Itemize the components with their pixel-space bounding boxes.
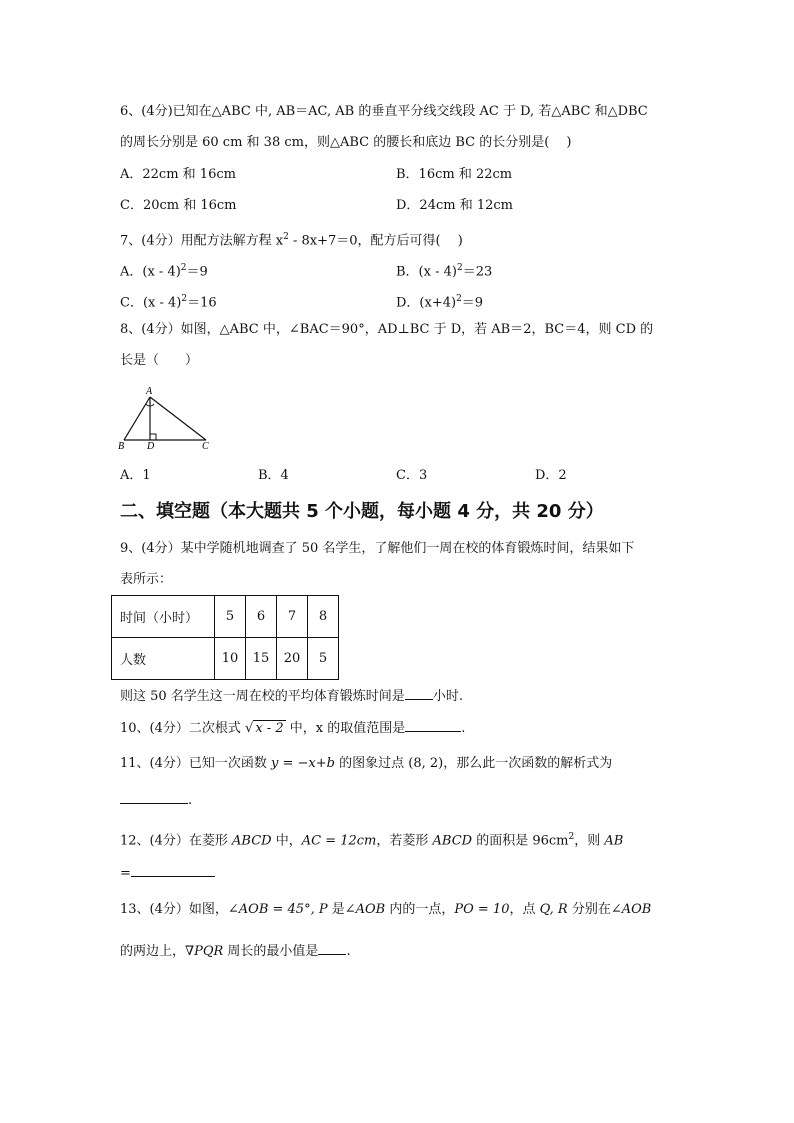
q13-line2-post: .	[346, 944, 351, 959]
q6-option-b: B．16cm 和 22cm	[396, 167, 513, 182]
q12-stem	[120, 828, 623, 850]
q13-triangle: ∇PQR	[185, 944, 224, 959]
side-ac	[150, 397, 206, 440]
q10-mid: 中，x 的取值范围是	[285, 721, 406, 736]
q13-answer-blank[interactable]	[318, 942, 346, 955]
q10-radicand: x - 2	[255, 721, 284, 736]
q8-option-b: B．4	[258, 468, 289, 483]
label-d: D	[147, 441, 155, 450]
q13-mid3: ，点	[509, 902, 540, 917]
q7-option-d-post: ＝9	[461, 295, 484, 311]
q7-option-a-pre: A．(x - 4)	[120, 264, 181, 280]
q8-stem-line1: 8、(4分）如图，△ABC 中，∠BAC＝90°，AD⊥BC 于 D，若 AB＝2，BC＝4，则 CD 的	[120, 322, 654, 337]
q7-option-c-post: ＝16	[187, 295, 217, 311]
q13-po: PO = 10	[454, 902, 510, 917]
q7-option-b-sup: 2	[456, 263, 463, 273]
right-angle-mark-d	[150, 434, 156, 440]
q8-stem-line2: 长是（ ）	[120, 353, 199, 368]
table-cell: 20	[277, 638, 308, 680]
table-row	[112, 638, 339, 680]
q9-answer-line	[120, 687, 463, 706]
q13-angle3: ∠AOB	[610, 902, 652, 917]
q12-mid4: ，则	[574, 833, 605, 849]
q13-mid2: 内的一点，	[385, 902, 455, 917]
q7-option-c-sup: 2	[181, 294, 188, 304]
q10-stem	[120, 719, 465, 738]
table-cell: 8	[308, 596, 339, 638]
q11-answer-line	[120, 791, 192, 810]
table-cell: 7	[277, 596, 308, 638]
q13-mid1: 是	[327, 902, 345, 917]
table-cell: 5	[215, 596, 246, 638]
q13-line2-pre: 的两边上，	[120, 944, 186, 959]
section-heading-fill-in: 二、填空题（本大题共 5 个小题，每小题 4 分，共 20 分）	[120, 501, 604, 522]
table-header-cell: 人数	[112, 638, 215, 680]
q7-option-a-post: ＝9	[186, 264, 208, 280]
side-ab	[124, 397, 150, 440]
q13-angle2: ∠AOB	[344, 902, 386, 917]
q11-function: y = −x+b	[271, 756, 335, 771]
q11-post: ，那么此一次函数的解析式为	[443, 756, 613, 771]
q9-answer-pre: 则这 50 名学生这一周在校的平均体育锻炼时间是	[120, 689, 405, 704]
q13-stem-line1	[120, 901, 651, 919]
q12-name2: ABCD	[432, 833, 473, 849]
q12-pre: 12、(4分）在菱形	[120, 833, 233, 849]
q7-stem-prefix: 7、(4分）用配方法解方程 x	[120, 233, 284, 249]
q11-end: .	[188, 793, 193, 808]
sqrt-symbol: √	[245, 721, 254, 736]
table-header-cell: 时间（小时）	[112, 596, 215, 638]
q9-answer-post: 小时.	[432, 689, 463, 704]
q8-option-c: C．3	[396, 468, 428, 483]
q10-post: .	[461, 721, 466, 736]
q10-pre: 10、(4分）二次根式	[120, 721, 246, 736]
q6-option-d: D．24cm 和 12cm	[396, 198, 513, 213]
q11-answer-blank[interactable]	[120, 791, 188, 804]
q11-stem	[120, 755, 612, 773]
q13-pre: 13、(4分）如图，	[120, 902, 228, 917]
q9-answer-blank[interactable]	[405, 687, 433, 700]
q7-stem-suffix: - 8x+7＝0，配方后可得( )	[288, 233, 463, 249]
q13-angle: ∠AOB = 45°, P	[227, 902, 328, 917]
table-row	[112, 596, 339, 638]
q7-option-b-post: ＝23	[462, 264, 493, 280]
q9-data-table	[111, 595, 339, 680]
q8-option-d: D．2	[535, 468, 567, 483]
q7-option-a-sup: 2	[180, 263, 187, 273]
q9-stem-line1: 9、(4分）某中学随机地调查了 50 名学生，了解他们一周在校的体育锻炼时间，结果如下	[120, 541, 635, 556]
q12-mid1: 中，	[271, 833, 302, 849]
q7-option-d-pre: D．(x+4)	[396, 295, 457, 311]
q11-point: (8, 2)	[408, 756, 444, 771]
q12-mid2: ，若菱形	[376, 833, 433, 849]
table-cell: 5	[308, 638, 339, 680]
q12-name1: ABCD	[232, 833, 272, 849]
q6-stem-line1: 6、(4分)已知在△ABC 中, AB＝AC, AB 的垂直平分线交线段 AC 于 D, 若△ABC 和△DBC	[120, 104, 648, 119]
table-cell: 15	[246, 638, 277, 680]
q7-option-c	[120, 290, 217, 312]
q13-line2-mid: 周长的最小值是	[223, 944, 319, 959]
q6-stem-line2: 的周长分别是 60 cm 和 38 cm，则△ABC 的腰长和底边 BC 的长分别是( )	[120, 135, 572, 150]
q7-stem	[120, 228, 463, 250]
q12-answer-blank[interactable]	[131, 864, 215, 877]
q7-sup: 2	[283, 232, 289, 242]
q7-option-b	[396, 259, 492, 281]
q11-mid: 的图象过点	[334, 756, 409, 771]
q7-option-a	[120, 259, 208, 281]
q12-ac: AC = 12cm	[301, 833, 377, 849]
q7-option-c-pre: C．(x - 4)	[120, 295, 182, 311]
table-cell: 6	[246, 596, 277, 638]
q8-option-a: A．1	[120, 468, 151, 483]
q7-option-d-sup: 2	[456, 294, 462, 304]
q13-stem-line2	[120, 942, 351, 961]
q6-option-c: C．20cm 和 16cm	[120, 198, 237, 213]
q7-option-d	[396, 290, 483, 312]
q12-sup: 2	[568, 832, 575, 842]
q13-mid4: 分别在	[567, 902, 611, 917]
q12-mid3: 的面积是 96cm	[472, 833, 569, 849]
q9-stem-line2: 表所示：	[120, 572, 173, 587]
label-b: B	[118, 441, 125, 450]
q7-option-b-pre: B．(x - 4)	[396, 264, 457, 280]
q12-answer-line	[120, 864, 215, 883]
q11-pre: 11、(4分）已知一次函数	[120, 756, 272, 771]
q6-option-a: A．22cm 和 16cm	[120, 167, 236, 182]
label-a: A	[146, 386, 153, 397]
q13-qr: Q, R	[539, 902, 568, 917]
q8-triangle-figure	[118, 384, 214, 450]
q12-equals: =	[120, 866, 131, 881]
q10-answer-blank[interactable]	[405, 719, 461, 732]
table-cell: 10	[215, 638, 246, 680]
q12-ab: AB	[604, 833, 624, 849]
label-c: C	[202, 441, 209, 450]
